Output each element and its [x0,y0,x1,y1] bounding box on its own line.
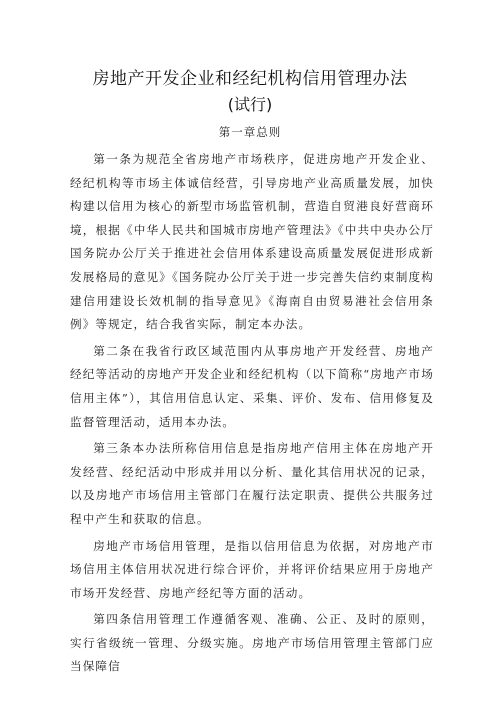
credit-management-definition-paragraph: 房地产市场信用管理，是指以信用信息为依据，对房地产市场信用主体信用状况进行综合评价，并将评价结果应用于房地产市场开发经营、房地产经纪等方面的活动。 [70,538,434,600]
document-subtitle: (试行) [227,95,273,114]
document-body [70,148,434,682]
document-title: 房地产开发企业和经纪机构信用管理办法 [92,69,408,89]
article-4-paragraph: 第四条信用管理工作遵循客观、准确、公正、及时的原则，实行省级统一管理、分级实施。房地产市场信用管理主管部门应当保障信 [70,612,434,674]
chapter-heading: 第一章总则 [218,125,282,139]
article-3-paragraph: 第三条本办法所称信用信息是指房地产信用主体在房地产开发经营、经纪活动中形成并用以分析、量化其信用状况的记录，以及房地产市场信用主管部门在履行法定职责、提供公共服务过程中产生和获取的信息。 [70,441,434,526]
article-2-paragraph: 第二条在我省行政区域范围内从事房地产开发经营、房地产经纪等活动的房地产开发企业和经纪机构（以下简称“房地产市场信用主体”），其信用信息认定、采集、评价、发布、信用修复及监督管理活动，适用本办法。 [70,343,434,429]
article-1-paragraph: 第一条为规范全省房地产市场秩序，促进房地产开发企业、经纪机构等市场主体诚信经营，引导房地产业高质量发展，加快构建以信用为核心的新型市场监管机制，营造自贸港良好营商环境，根据《中华人民共和国城市房地产管理法》《中共中央办公厅国务院办公厅关于推进社会信用体系建设高质量发展促进形成新发展格局的意见》《国务院办公厅关于进一步完善失信约束制度构建信用建设长效机制的指导意见》《海南自由贸易港社会信用条例》等规定，结合我省实际，制定本办法。 [70,152,434,332]
